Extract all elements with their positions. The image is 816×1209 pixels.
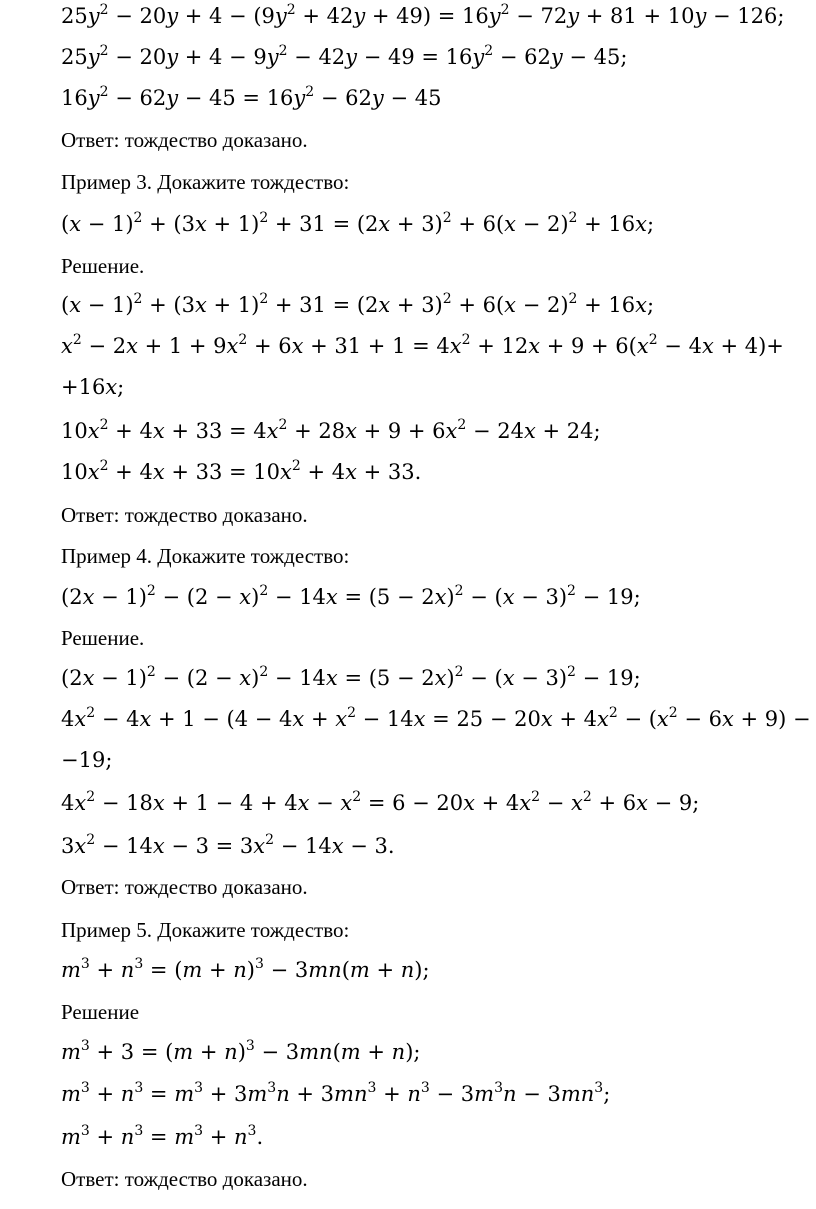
example-heading: Пример 3. Докажите тождество: bbox=[61, 170, 350, 194]
answer-text: Ответ: тождество доказано. bbox=[61, 128, 308, 152]
equation-line: $x^2 - 2x + 1 + 9x^2 + 6x + 31 + 1 = 4x^2 + 12x + 9 + 6(x^2 - 4x + 4)+$ bbox=[61, 332, 784, 358]
answer-text: Ответ: тождество доказано. bbox=[61, 1167, 308, 1191]
equation-line: $m^3 + n^3 = m^3 + 3m^3n + 3mn^3 + n^3 - 3m^3n - 3mn^3$; bbox=[61, 1080, 611, 1106]
answer-text: Ответ: тождество доказано. bbox=[61, 875, 308, 899]
equation-line: $(x - 1)^2 + (3x + 1)^2 + 31 = (2x + 3)^2 + 6(x - 2)^2 + 16x$; bbox=[61, 210, 655, 236]
equation-line: $4x^2 - 18x + 1 - 4 + 4x - x^2 = 6 - 20x + 4x^2 - x^2 + 6x - 9$; bbox=[61, 789, 700, 815]
equation-line: $25y^2 - 20y + 4 - 9y^2 - 42y - 49 = 16y^2 - 62y - 45$; bbox=[61, 43, 628, 69]
solution-label: Решение bbox=[61, 1000, 140, 1024]
solution-label: Решение. bbox=[61, 626, 145, 650]
equation-line: $(2x - 1)^2 - (2 - x)^2 - 14x = (5 - 2x)^2 - (x - 3)^2 - 19$; bbox=[61, 583, 641, 609]
equation-line: $16y^2 - 62y - 45 = 16y^2 - 62y - 45$ bbox=[61, 84, 442, 110]
equation-line: $4x^2 - 4x + 1 - (4 - 4x + x^2 - 14x = 25 - 20x + 4x^2 - (x^2 - 6x + 9)$ − bbox=[61, 705, 811, 731]
equation-line: +16x; bbox=[61, 375, 125, 399]
equation-line: $10x^2 + 4x + 33 = 10x^2 + 4x + 33$. bbox=[61, 458, 422, 484]
equation-line: $10x^2 + 4x + 33 = 4x^2 + 28x + 9 + 6x^2 - 24x + 24$; bbox=[61, 417, 601, 443]
equation-line: $m^3 + n^3 = (m + n)^3 - 3mn(m + n)$; bbox=[61, 956, 430, 982]
equation-line: $m^3 + n^3 = m^3 + n^3$. bbox=[61, 1123, 264, 1149]
example-heading: Пример 4. Докажите тождество: bbox=[61, 544, 350, 568]
equation-line: $25y^2 - 20y + 4 - (9y^2 + 42y + 49) = 16y^2 - 72y + 81 + 10y - 126$; bbox=[61, 2, 785, 28]
equation-line: −19; bbox=[61, 748, 113, 772]
equation-line: $m^3 + 3 = (m + n)^3 - 3mn(m + n)$; bbox=[61, 1038, 421, 1064]
equation-line: $3x^2 - 14x - 3 = 3x^2 - 14x - 3$. bbox=[61, 832, 395, 858]
example-heading: Пример 5. Докажите тождество: bbox=[61, 918, 350, 942]
equation-line: $(x - 1)^2 + (3x + 1)^2 + 31 = (2x + 3)^2 + 6(x - 2)^2 + 16x$; bbox=[61, 291, 655, 317]
equation-line: $(2x - 1)^2 - (2 - x)^2 - 14x = (5 - 2x)^2 - (x - 3)^2 - 19$; bbox=[61, 664, 641, 690]
answer-text: Ответ: тождество доказано. bbox=[61, 503, 308, 527]
solution-label: Решение. bbox=[61, 254, 145, 278]
